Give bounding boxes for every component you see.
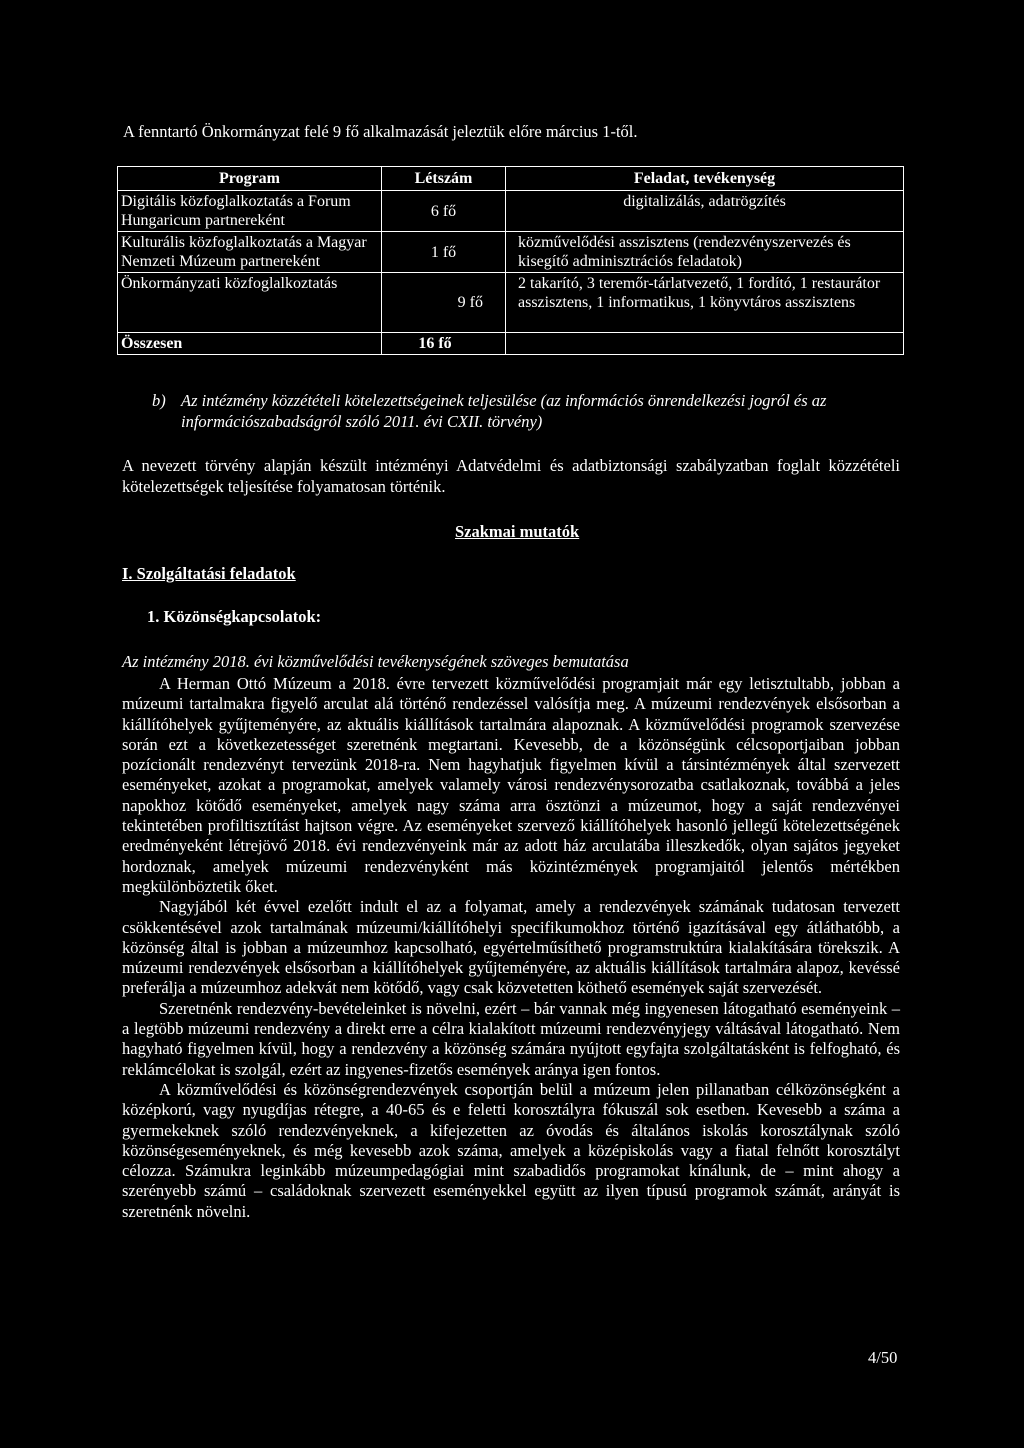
cell-program: Önkormányzati közfoglalkoztatás [118,273,382,333]
body-paragraph: Nagyjából két évvel ezelőtt indult el az a folyamat, amely a rendezvények számának tudatosan tervezett csökkentésével azok tartalmának múzeumi/kiállítóhelyi specifikumokhoz történő igazításával egy átláthatóbb, a közönség által is jobban a múzeumhoz kapcsolható, egyértelműsíthető programstruktúra kialakítására törekszik. A múzeumi rendezvények elsősorban a kiállítóhelyek gyűjteményére, az aktuális kiállítások tartalmára alapoz, kevéssé preferálja a múzeumhoz adekvát nem kötődő, vagy csak közvetetten köthető események saját szervezését. [122,897,900,998]
header-task: Feladat, tevékenység [506,167,904,191]
publication-paragraph: A nevezett törvény alapján készült intézményi Adatvédelmi és adatbiztonsági szabályzatban foglalt közzétételi kötelezettségek teljesítése folyamatosan történik. [122,456,900,496]
body-paragraph: Szeretnénk rendezvény-bevételeinket is növelni, ezért – bár vannak még ingyenesen látogatható eseményeink – a legtöbb múzeumi rendezvény a direkt erre a célra kialakított múzeumi rendezvényjegy váltásával látogatható. Nem hagyható figyelmen kívül, hogy a rendezvény a közönség számára nyújtott egyfajta szolgáltatásként is felfogható, és reklámcélokat is szolgál, ezért az ingyenes-fizetős események aránya igen fontos. [122,998,900,1079]
table-row [118,232,904,273]
staff-table [117,166,904,355]
header-program: Program [118,167,382,191]
cell-count: 9 fő [382,273,506,333]
cell-program: Kulturális közfoglalkoztatás a Magyar Nemzeti Múzeum partnereként [118,232,382,273]
body-text [122,674,900,1222]
table-total-row [118,333,904,355]
table-row [118,273,904,333]
intro-text: A fenntartó Önkormányzat felé 9 fő alkalmazását jeleztük előre március 1-től. [123,122,638,141]
cell-task: 2 takarító, 3 teremőr-tárlatvezető, 1 fordító, 1 restaurátor asszisztens, 1 informatikus, 1 könyvtáros asszisztens [506,273,904,333]
heading-szakmai-mutatok: Szakmai mutatók [455,522,580,541]
header-count: Létszám [382,167,506,191]
section-b-text: Az intézmény közzétételi kötelezettségeinek teljesülése (az információs önrendelkezési jogról és az információszabadságról szóló 2011. évi CXII. törvény) [181,391,827,431]
heading-kozonsegkapcsolatok: 1. Közönségkapcsolatok: [147,607,322,626]
heading-szolgaltatasi-feladatok: I. Szolgáltatási feladatok [122,564,296,583]
cell-count: 1 fő [382,232,506,273]
total-count: 16 fő [382,333,506,355]
page-number: 4/50 [868,1348,898,1367]
total-empty-cell [506,333,904,355]
cell-program: Digitális közfoglalkoztatás a Forum Hungaricum partnereként [118,191,382,232]
table-header-row [118,167,904,191]
cell-count: 6 fő [382,191,506,232]
body-paragraph: A Herman Ottó Múzeum a 2018. évre tervezett közművelődési programjait már egy letisztultabb, jobban a múzeumi tartalmakra figyelő arculat alá történő rendezéssel valósítja meg. A múzeumi rendezvények elsősorban a kiállítóhelyek gyűjteményére, az aktuális kiállítások tartalmára alapoznak. A közművelődési programok szervezése során ezt a következetességet szeretnénk megtartani. Kevesebb, de a közönségünk célcsoportjaiban jobban pozícionált rendezvényt tervezünk 2018-ra. Nem hagyhatjuk figyelmen kívül a társintézmények által szervezett eseményeket, azokat a programokat, amelyek valamely városi rendezvénysorozatba csatlakoznak, továbbá a jeles napokhoz kötődő eseményeket, amelyek nagy száma arra ösztönzi a múzeumot, hogy a saját rendezvényei tekintetében profiltisztítást hajtson végre. Az eseményeket szervező kiállítóhelyek hasonló jellegű kötelezettségének eredményeként létrejövő 2018. évi rendezvényeink már az adott ház arculatába illeszkedők, olyan sajátos jegyeket hordoznak, amelyek múzeumi rendezvényként más közintézmények programjaitól jelentős mértékben megkülönböztetik őket. [122,674,900,896]
section-subtitle: Az intézmény 2018. évi közművelődési tevékenységének szöveges bemutatása [122,652,629,671]
table-row [118,191,904,232]
cell-task: közművelődési asszisztens (rendezvényszervezés és kisegítő adminisztrációs feladatok) [506,232,904,273]
cell-task: digitalizálás, adatrögzítés [506,191,904,232]
section-b-label: b) [152,391,166,410]
total-label: Összesen [118,333,382,355]
body-paragraph: A közművelődési és közönségrendezvények csoportján belül a múzeum jelen pillanatban célközönségként a középkorú, vagy nyugdíjas rétegre, a 40-65 és e feletti korosztályra fókuszál sok esetben. Kevesebb a száma a gyermekeknek szóló rendezvényeknek, a kifejezetten az óvodás és általános iskolás korosztálynak szóló közönségeseményeknek, és még kevesebb azok száma, amelyek a középiskolás vagy a fiatal felnőtt korosztályt célozza. Számukra leginkább múzeumpedagógiai mint szabadidős programokat kínálunk, de – mint ahogy a szerényebb számú – családoknak szervezett eseményekkel együtt az ilyen típusú programok számát, arányát is szeretnénk növelni. [122,1079,900,1221]
